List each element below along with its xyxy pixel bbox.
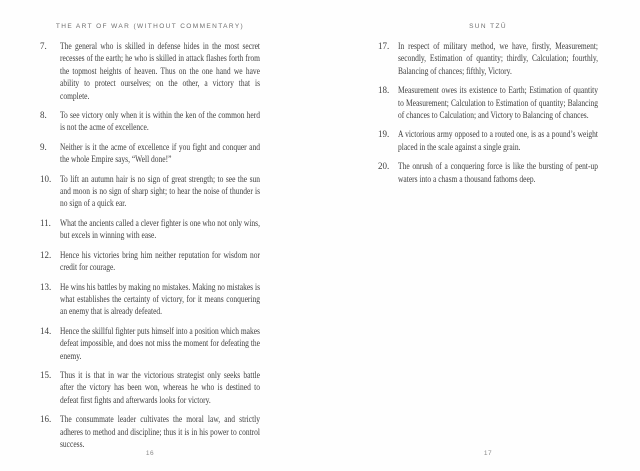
- paragraph-text: In respect of military method, we have, firstly, Measurement; secondly, Estimation of quantity; thirdly, Calculation; fourthly, Balancing of chances; fifthly, Victory.: [398, 41, 598, 76]
- paragraph-text: Thus it is that in war the victorious strategist only seeks battle after the victory has been won, whereas he who is destined to defeat first fights and afterwards looks for victory.: [60, 369, 260, 405]
- paragraph-text: The onrush of a conquering force is like the bursting of pent-up waters into a chasm a thousand fathoms deep.: [398, 161, 598, 184]
- paragraph-item: [40, 141, 260, 166]
- page-right-inner: [378, 0, 598, 471]
- paragraph-number: 16.: [40, 414, 52, 425]
- paragraph-item: [40, 109, 260, 134]
- paragraph-number: 9.: [40, 141, 47, 152]
- paragraph-item: [40, 281, 260, 318]
- paragraph-item: [40, 325, 260, 362]
- paragraph-text: The general who is skilled in defense hides in the most secret recesses of the earth; he who is skilled in attack flashes forth from the topmost heights of heaven. Thus on the one hand we have ability to protect ourselves; on the other, a victory that is complete.: [60, 41, 260, 101]
- running-head-left: THE ART OF WAR (WITHOUT COMMENTARY): [55, 23, 245, 30]
- paragraph-item: [40, 369, 260, 406]
- paragraph-number: 8.: [40, 110, 47, 121]
- page-left-inner: [40, 0, 260, 471]
- paragraph-text: The consummate leader cultivates the moral law, and strictly adheres to method and discipline; thus it is in his power to control success.: [60, 414, 260, 449]
- paragraph-item: [40, 173, 260, 210]
- paragraph-number: 12.: [40, 249, 52, 260]
- paragraph-number: 10.: [40, 173, 52, 184]
- running-head-right: SUN TZŬ: [469, 23, 507, 30]
- page-right: [320, 0, 640, 471]
- paragraph-item: [378, 160, 598, 185]
- paragraph-number: 14.: [40, 325, 52, 336]
- paragraph-item: [40, 413, 260, 450]
- paragraph-item: [378, 84, 598, 121]
- paragraph-list-left: [40, 40, 260, 450]
- folio-right: 17: [483, 450, 493, 457]
- paragraph-text: A victorious army opposed to a routed one, is as a pound’s weight placed in the scale against a single grain.: [398, 129, 598, 152]
- paragraph-text: Neither is it the acme of excellence if you fight and conquer and the whole Empire says, “Well done!”: [60, 141, 260, 165]
- paragraph-item: [40, 40, 260, 102]
- paragraph-number: 13.: [40, 281, 52, 292]
- paragraph-text: To see victory only when it is within the ken of the common herd is not the acme of excellence.: [60, 110, 260, 133]
- paragraph-text: To lift an autumn hair is no sign of great strength; to see the sun and moon is no sign of sharp sight; to hear the noise of thunder is no sign of a quick ear.: [60, 173, 260, 209]
- paragraph-number: 17.: [378, 41, 390, 51]
- paragraph-number: 7.: [40, 41, 47, 51]
- folio-left: 16: [145, 450, 155, 457]
- paragraph-number: 19.: [378, 129, 390, 140]
- paragraph-item: [40, 217, 260, 242]
- paragraph-item: [378, 40, 598, 77]
- paragraph-item: [40, 249, 260, 274]
- paragraph-number: 11.: [40, 217, 51, 228]
- paragraph-number: 15.: [40, 369, 52, 380]
- paragraph-text: He wins his battles by making no mistakes. Making no mistakes is what establishes the certainty of victory, for it means conquering an enemy that is already defeated.: [60, 281, 260, 317]
- paragraph-text: Hence the skillful fighter puts himself into a position which makes defeat impossible, and does not miss the moment for defeating the enemy.: [60, 325, 260, 361]
- paragraph-text: Measurement owes its existence to Earth; Estimation of quantity to Measurement; Calculation to Estimation of quantity; Balancing of chances to Calculation; and Victory to Balancing of chances.: [398, 85, 598, 121]
- paragraph-list-right: [378, 40, 598, 185]
- paragraph-number: 20.: [378, 161, 390, 172]
- paragraph-text: Hence his victories bring him neither reputation for wisdom nor credit for courage.: [60, 249, 260, 273]
- paragraph-number: 18.: [378, 85, 390, 96]
- paragraph-text: What the ancients called a clever fighter is one who not only wins, but excels in winning with ease.: [60, 217, 260, 241]
- paragraph-item: [378, 128, 598, 153]
